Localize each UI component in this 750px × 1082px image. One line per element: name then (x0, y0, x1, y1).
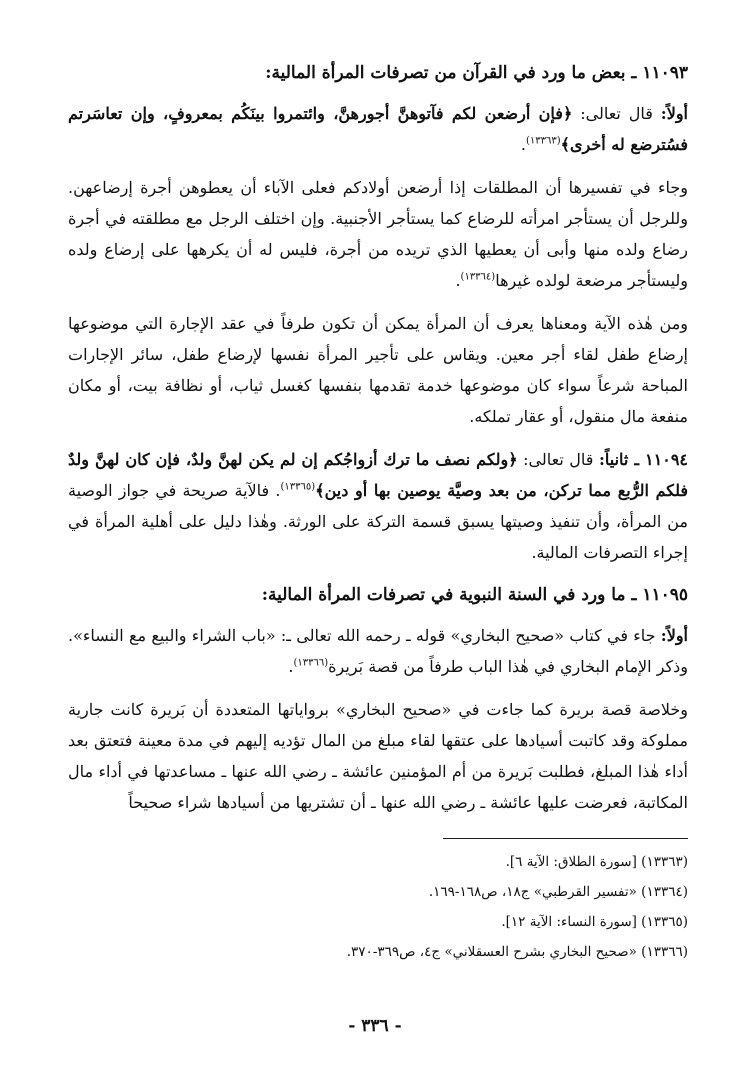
paragraph-lead: أولاً: (660, 104, 688, 123)
paragraph-tail: . (288, 657, 294, 676)
footnote-ref: (١٣٣٦٤) (460, 271, 496, 283)
paragraph-lead: أولاً: (660, 626, 688, 645)
section-heading-quran: ١١٠٩٣ ـ بعض ما ورد في القرآن من تصرفات المرأة المالية: (265, 63, 688, 83)
footnote: (١٣٣٦٥) [سورة النساء: الآية ١٢]. (501, 914, 688, 930)
paragraph-tail: . (455, 271, 461, 290)
footnote: (١٣٣٦٤) «تفسير القرطبي» ج١٨، ص١٦٨-١٦٩. (428, 884, 688, 900)
footnote: (١٣٣٦٦) «صحيح البخاري بشرح العسقلاني» ج٤، ص٣٦٩-٣٧٠. (346, 944, 688, 960)
quran-quote: ﴿ولكم نصف ما ترك أزواجُكم إن لم يكن لهنَّ ولدٌ، فإن كان لهنَّ ولدٌ فلكم الرُّبع مما تركن، من بعد وصيَّة يوصين بها أو دين﴾ (68, 450, 689, 500)
footnote: (١٣٣٦٣) [سورة الطلاق: الآية ٦]. (505, 854, 688, 870)
paragraph-analogy (68, 308, 688, 432)
paragraph-barira-story (68, 694, 688, 818)
paragraph-tail: . (520, 135, 526, 154)
paragraph-text: جاء في كتاب «صحيح البخاري» قوله ـ رحمه الله تعالى ـ: «باب الشراء والبيع مع النساء». وذكر الإمام البخاري في هٰذا الباب طرفاً من قصة بَريرة (68, 626, 688, 676)
section-heading-sunnah: ١١٠٩٥ ـ ما ورد في السنة النبوية في تصرفات المرأة المالية: (261, 585, 688, 605)
footnote-ref: (١٣٣٦٥) (280, 481, 316, 493)
paragraph-intro: قال تعالى: (517, 450, 599, 469)
paragraph-text: وخلاصة قصة بريرة كما جاءت في «صحيح البخاري» برواياتها المتعددة أن بَريرة كانت جارية مملوكة وقد كاتبت أسيادها على عتقها لقاء مبلغ من المال تؤديه إليهم في مدة معينة فتعتق بعد أداء هٰذا المبلغ، فطلبت بَريرة من أم المؤمنين عائشة ـ رضي الله عنها ـ مساعدتها في أداء مال المكاتبة، فعرضت عليها عائشة ـ رضي الله عنها ـ أن تشتريها من أسيادها شراء صحيحاً (68, 700, 688, 812)
paragraph-second-verse (68, 444, 688, 568)
paragraph-tail: . فالآية صريحة في جواز الوصية من المرأة، وأن تنفيذ وصيتها يسبق قسمة التركة على الورثة. وهٰذا دليل على أهلية المرأة في إجراء التصرفات المالية. (68, 481, 688, 562)
paragraph-text: وجاء في تفسيرها أن المطلقات إذا أرضعن أولادكم فعلى الآباء أن يعطوهن أجرة إرضاعهن. وللرجل أن يستأجر امرأته للرضاع كما يستأجر الأجنبية. وإن اختلف الرجل مع مطلقته في أجرة رضاع ولده منها وأبى أن يعطيها الذي تريده من أجرة، فليس له أن يكرهها على إرضاع ولده وليستأجر مرضعة لولده غيرها (68, 178, 688, 290)
footnote-ref: (١٣٣٦٦) (293, 657, 329, 669)
paragraph-first-verse (68, 98, 688, 160)
paragraph-lead: ١١٠٩٤ ـ ثانياً: (598, 450, 689, 469)
footnote-divider (443, 838, 688, 839)
footnotes (68, 847, 688, 967)
paragraph-intro: قال تعالى: (572, 104, 661, 123)
quran-quote: ﴿فإن أرضعن لكم فآتوهنَّ أجورهنَّ، وائتمروا بينَكُم بمعروفٍ، وإن تعاسَرتم فسُترضع له أخرى﴾ (68, 104, 688, 154)
page-number: - ٣٣٦ - (348, 1016, 402, 1036)
footnote-ref: (١٣٣٦٣) (525, 135, 561, 147)
paragraph-tafsir (68, 172, 688, 296)
paragraph-bukhari (68, 620, 688, 682)
paragraph-text: ومن هٰذه الآية ومعناها يعرف أن المرأة يمكن أن تكون طرفاً في عقد الإجارة التي موضوعها إرضاع طفل لقاء أجر معين. ويقاس على تأجير المرأة نفسها لإرضاع طفل، سائر الإجارات المباحة شرعاً سواء كان موضوعها خدمة تقدمها بنفسها كغسل ثياب، أو نظافة بيت، أو مكان منفعة مال منقول، أو عقار تملكه. (68, 314, 688, 426)
